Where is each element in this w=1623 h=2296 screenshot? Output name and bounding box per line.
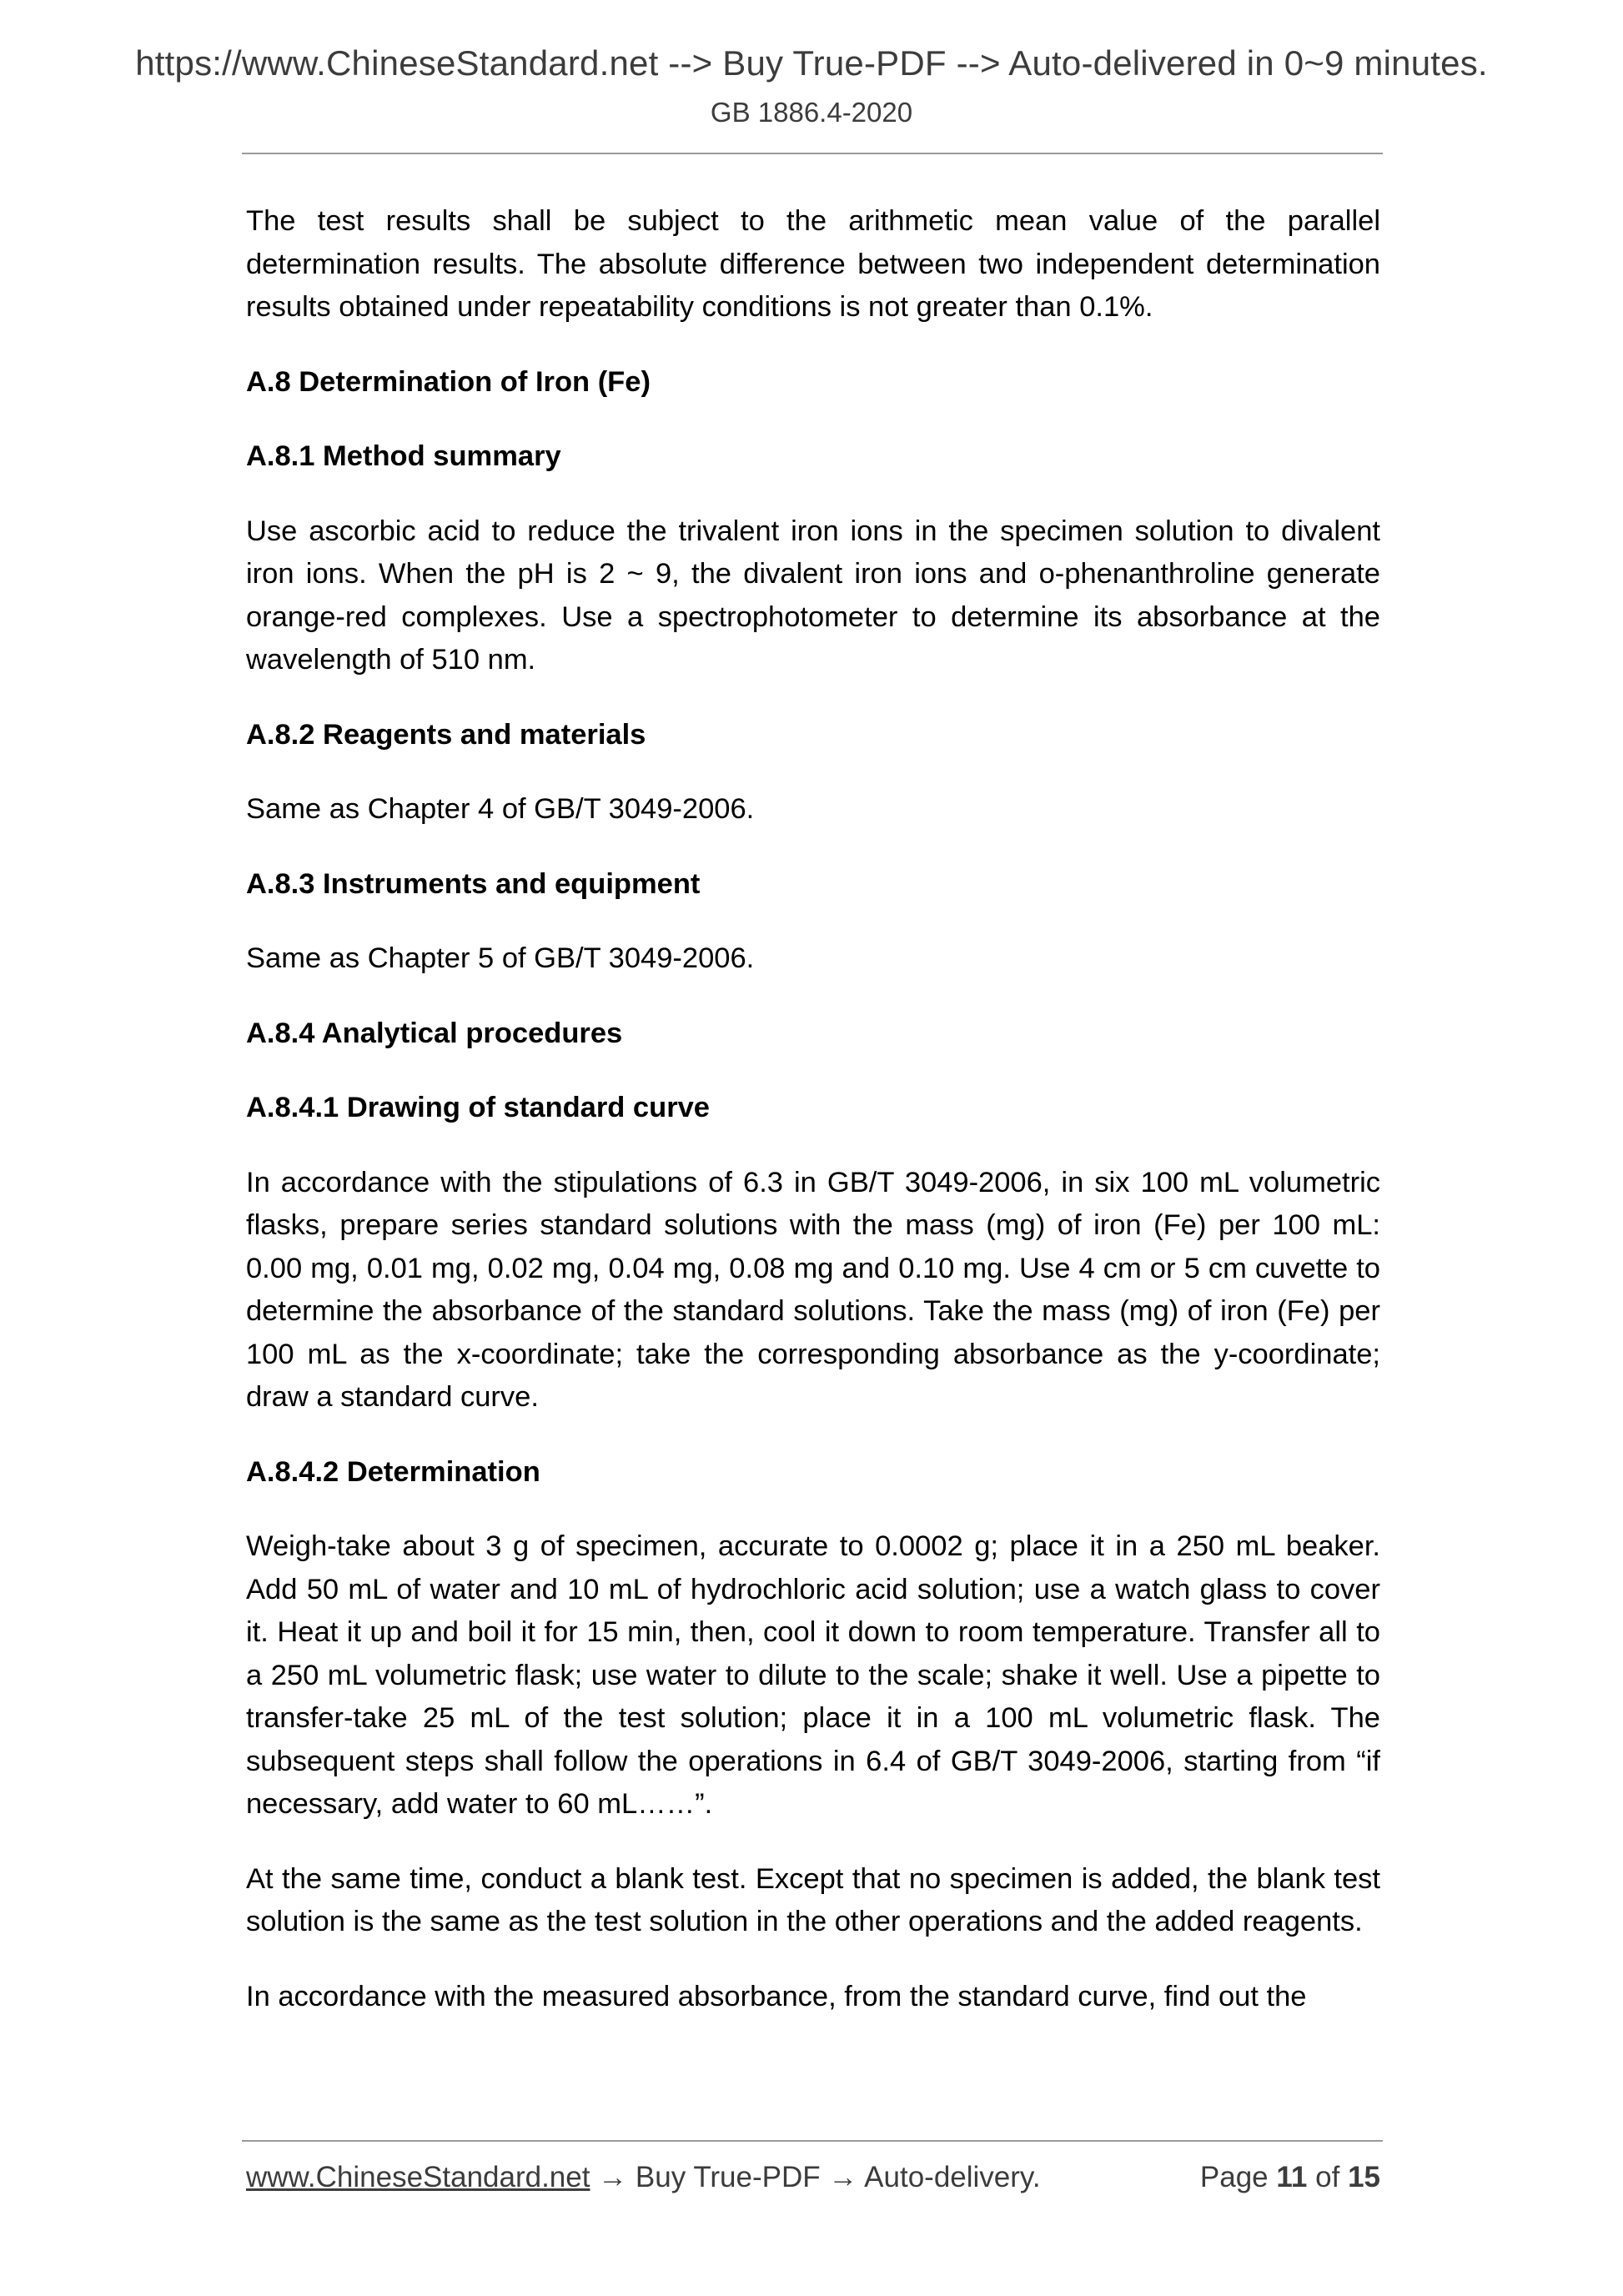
footer-tagline: → Buy True-PDF → Auto-delivery.: [590, 2161, 1041, 2193]
heading-a81: A.8.1 Method summary: [246, 440, 561, 472]
page-content: [246, 200, 1380, 2050]
heading-a84: A.8.4 Analytical procedures: [246, 1017, 623, 1049]
paragraph-reagents: Same as Chapter 4 of GB/T 3049-2006.: [246, 793, 755, 825]
heading-a842: A.8.4.2 Determination: [246, 1455, 540, 1488]
heading-a8: A.8 Determination of Iron (Fe): [246, 365, 651, 398]
header-banner: https://www.ChineseStandard.net --> Buy True-PDF --> Auto-delivered in 0~9 minutes.: [135, 43, 1488, 83]
heading-a83: A.8.3 Instruments and equipment: [246, 867, 701, 900]
paragraph-determination: Weigh-take about 3 g of specimen, accurate to 0.0002 g; place it in a 250 mL beaker. Add 50 mL of water and 10 mL of hydrochloric acid solution; use a watch glass to cover it. Heat it up and boil it for 15 min, then, cool it down to room temperature. Transfer all to a 250 mL volumetric flask; use water to dilute to the scale; shake it well. Use a pipette to transfer-take 25 mL of the test solution; place it in a 100 mL volumetric flask. The subsequent steps shall follow the operations in 6.4 of GB/T 3049-2006, starting from “if necessary, add water to 60 mL……”.: [246, 1530, 1380, 1820]
heading-a82: A.8.2 Reagents and materials: [246, 718, 646, 751]
footer-left: [246, 2161, 1041, 2194]
document-code: GB 1886.4-2020: [710, 97, 913, 128]
paragraph-blank-test: At the same time, conduct a blank test. Except that no specimen is added, the blank test solution is the same as the test solution in the other operations and the added reagents.: [246, 1862, 1380, 1937]
paragraph-absorbance: In accordance with the measured absorbance, from the standard curve, find out the: [246, 1980, 1307, 2012]
heading-a841: A.8.4.1 Drawing of standard curve: [246, 1092, 710, 1123]
paragraph-method-summary: Use ascorbic acid to reduce the trivalent iron ions in the specimen solution to divalent iron ions. When the pH is 2 ~ 9, the divalent iron ions and o-phenanthroline generate orange-red complexes. Use a spectrophotometer to determine its absorbance at the wavelength of 510 nm.: [246, 515, 1380, 676]
footer-divider: [242, 2140, 1383, 2142]
paragraph-test-results: The test results shall be subject to the arithmetic mean value of the parallel determination results. The absolute difference between two independent determination results obtained under repeatability conditions is not greater than 0.1%.: [246, 205, 1380, 323]
page-total: 15: [1348, 2161, 1380, 2193]
footer-website-link[interactable]: www.ChineseStandard.net: [246, 2161, 590, 2193]
of-word: of: [1315, 2161, 1340, 2193]
page-word: Page: [1199, 2161, 1269, 2193]
paragraph-instruments: Same as Chapter 5 of GB/T 3049-2006.: [246, 942, 755, 974]
paragraph-standard-curve: In accordance with the stipulations of 6.3 in GB/T 3049-2006, in six 100 mL volumetric flasks, prepare series standard solutions with the mass (mg) of iron (Fe) per 100 mL: 0.00 mg, 0.01 mg, 0.02 mg, 0.04 mg, 0.08 mg and 0.10 mg. Use 4 cm or 5 cm cuvette to determine the absorbance of the standard solutions. Take the mass (mg) of iron (Fe) per 100 mL as the x-coordinate; take the corresponding absorbance as the y-coordinate; draw a standard curve.: [246, 1166, 1380, 1413]
header-divider: [242, 153, 1383, 154]
page-footer: [246, 2161, 1380, 2201]
page-number: [1200, 2161, 1380, 2194]
page-current: 11: [1276, 2161, 1308, 2193]
